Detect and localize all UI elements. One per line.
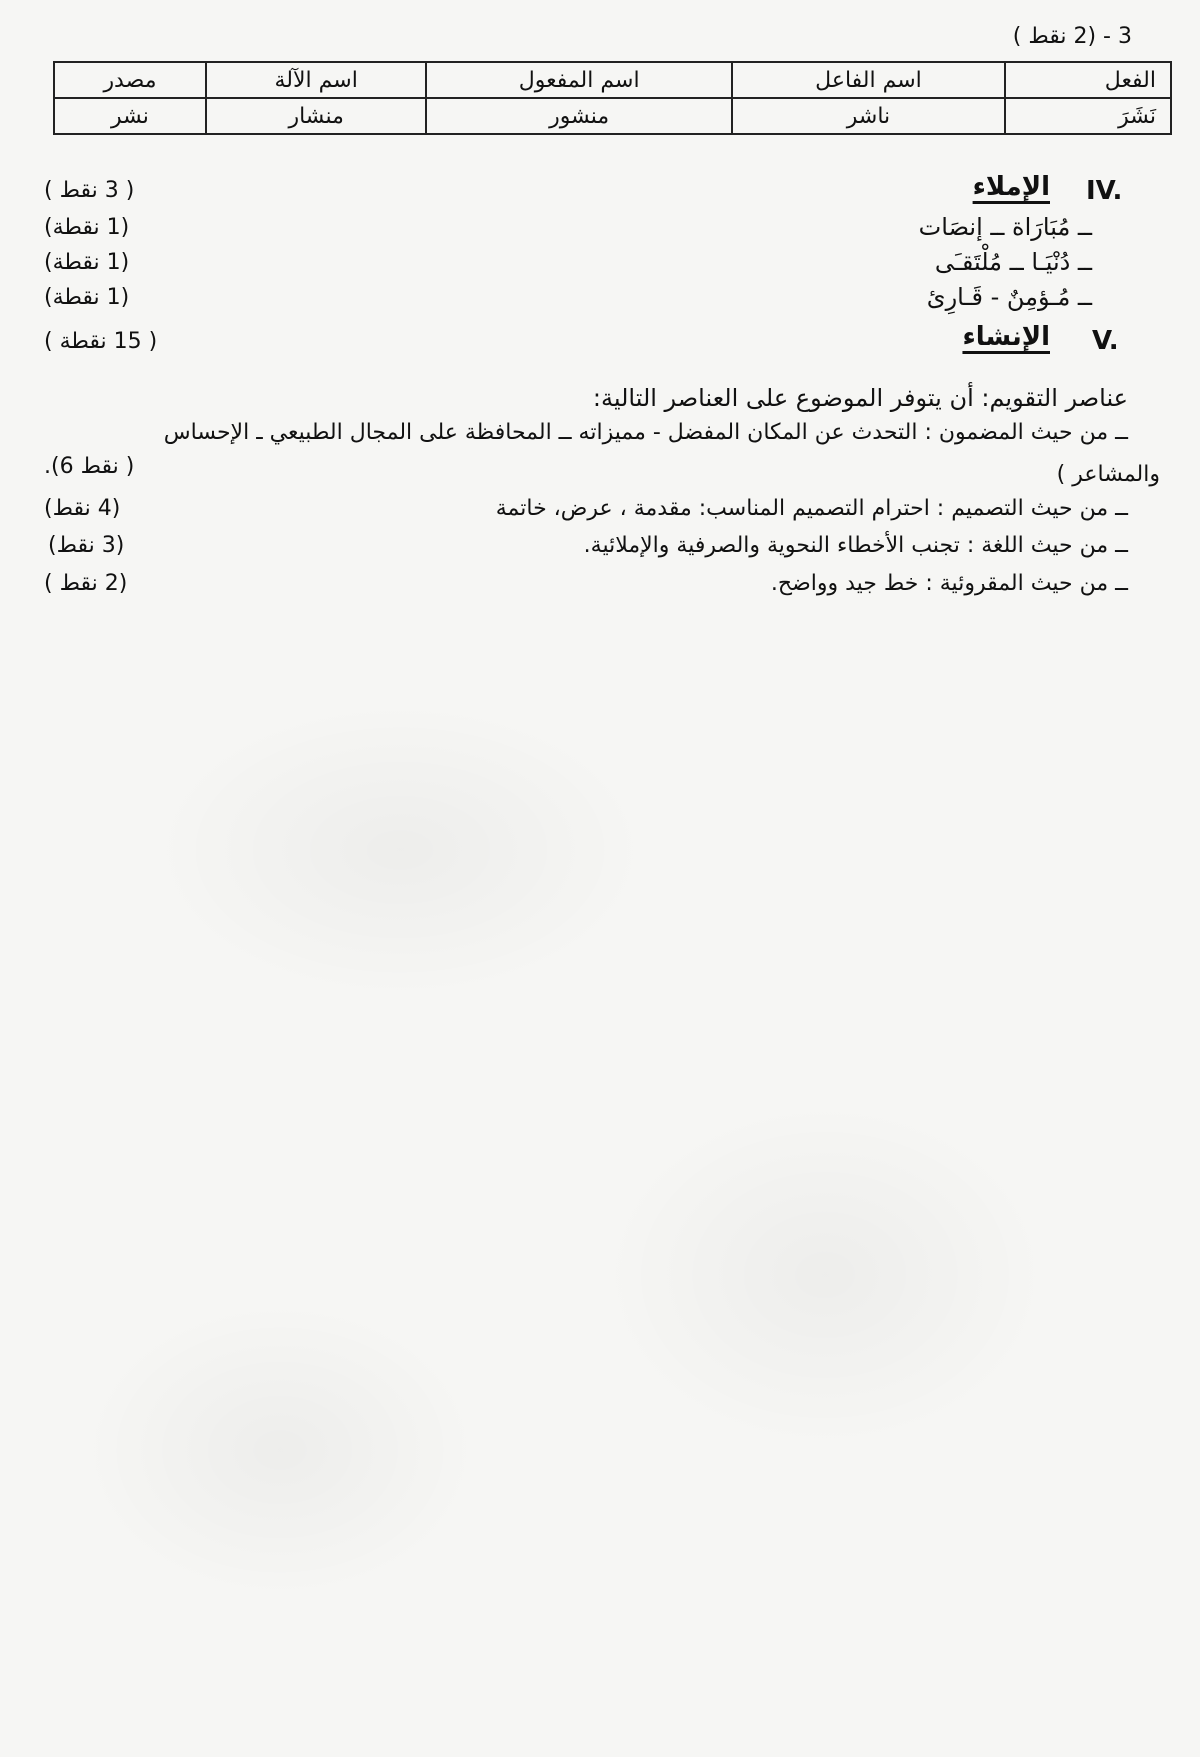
- paper-crease: [600, 1100, 1050, 1450]
- criteria-intro: عناصر التقويم: أن يتوفر الموضوع على العناصر التالية:: [592, 384, 1128, 412]
- table-header-cell: مصدر: [54, 62, 206, 98]
- table-header-cell: اسم الآلة: [206, 62, 427, 98]
- table-header-cell: اسم المفعول: [426, 62, 731, 98]
- criteria-design: ــ من حيث التصميم : احترام التصميم المناسب: مقدمة ، عرض، خاتمة: [495, 496, 1128, 521]
- paper-crease: [80, 1300, 480, 1600]
- section-title: الإملاء: [972, 172, 1050, 202]
- table-row: [54, 98, 1171, 134]
- paper-crease: [150, 700, 650, 1000]
- table-header-row: [54, 62, 1171, 98]
- dictation-line: ــ مُـؤمِنٌ - قَـارِئ: [926, 283, 1092, 311]
- section-number: V.: [1092, 326, 1119, 356]
- dictation-line: ــ مُبَارَاة ــ إنصَات: [918, 213, 1092, 241]
- criteria-readability: ــ من حيث المقروئية : خط جيد وواضح.: [770, 571, 1128, 596]
- section-title: الإنشاء: [962, 322, 1050, 352]
- criteria-points: (2 نقط ): [44, 571, 128, 596]
- section-points: ( 3 نقط ): [44, 178, 135, 203]
- criteria-points: (3 نقط): [48, 533, 125, 558]
- criteria-content-continued: والمشاعر ): [1056, 462, 1160, 487]
- table-cell: نشر: [54, 98, 206, 134]
- table-cell: نَشَرَ: [1005, 98, 1171, 134]
- line-points: (1 نقطة): [44, 215, 130, 240]
- line-points: (1 نقطة): [44, 250, 130, 275]
- dictation-line: ــ دُنْيَـا ــ مُلْتَقـَى: [934, 248, 1092, 276]
- section-number: IV.: [1086, 176, 1123, 206]
- criteria-points: .(6 نقط ): [44, 454, 135, 479]
- table-header-cell: اسم الفاعل: [732, 62, 1005, 98]
- question-number: 3 - (2 نقط ): [1012, 24, 1132, 49]
- derivation-table: [53, 61, 1172, 135]
- table-header-cell: الفعل: [1005, 62, 1171, 98]
- criteria-content: ــ من حيث المضمون : التحدث عن المكان المفضل - مميزاته ــ المحافظة على المجال الطبيعي ـ الإحساس: [163, 420, 1128, 445]
- table-cell: ناشر: [732, 98, 1005, 134]
- table-cell: منشور: [426, 98, 731, 134]
- section-points: ( 15 نقطة ): [44, 329, 158, 354]
- criteria-points: (4 نقط): [44, 496, 121, 521]
- criteria-language: ــ من حيث اللغة : تجنب الأخطاء النحوية والصرفية والإملائية.: [583, 533, 1128, 558]
- line-points: (1 نقطة): [44, 285, 130, 310]
- table-cell: منشار: [206, 98, 427, 134]
